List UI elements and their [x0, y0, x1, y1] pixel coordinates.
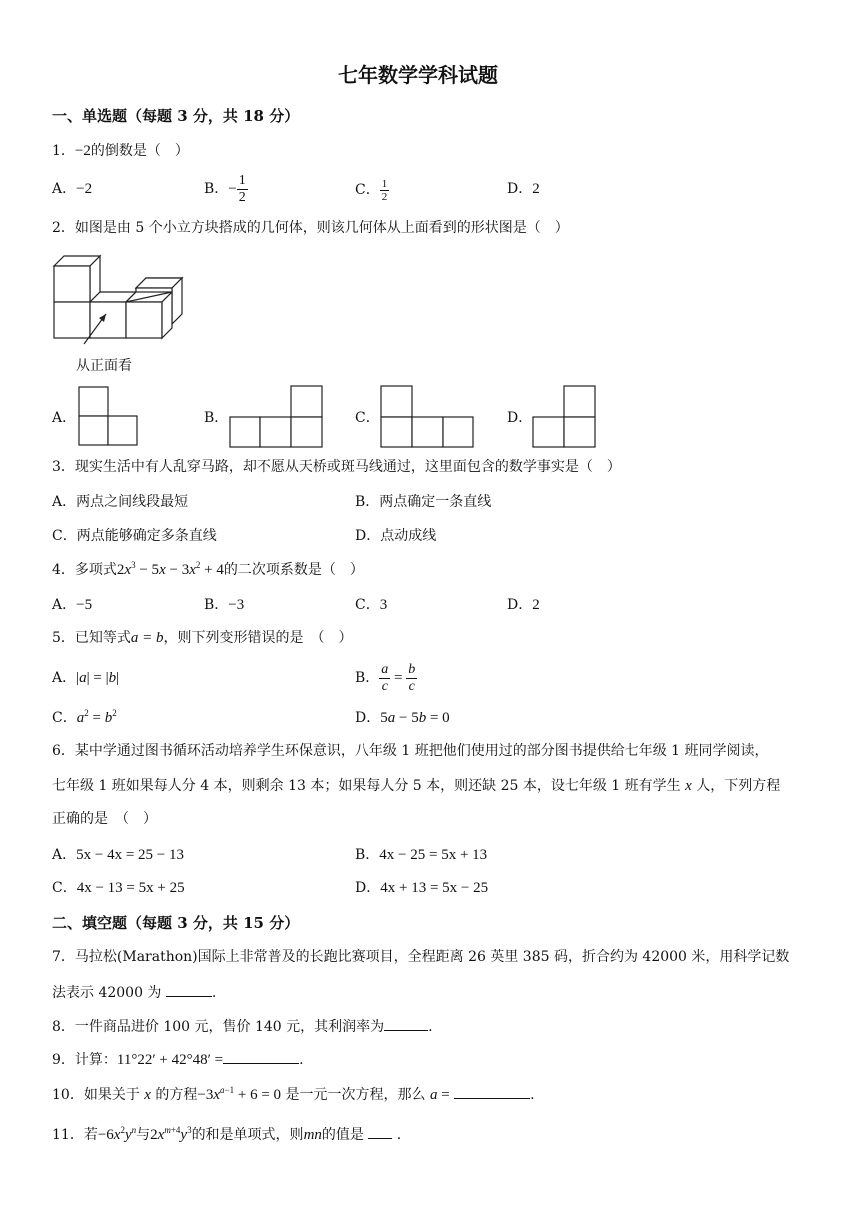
answer-blank[interactable]: [166, 982, 212, 997]
question-number: 1．: [52, 143, 75, 159]
section-heading-fill-blank: 二、填空题（每题 3 分，共 15 分）: [52, 914, 300, 932]
stem-text: 的倒数是（ ）: [90, 143, 189, 159]
option-label: B．: [355, 670, 380, 686]
question-mid: 的方程: [155, 1087, 198, 1103]
q2-option-d-label[interactable]: D．: [507, 410, 533, 426]
denominator: 2: [238, 189, 246, 205]
question-11: 11．若$-6x^2y^n$与$2x^{m+4}y^3$的和是单项式，则mn的值是 .: [52, 1125, 402, 1143]
option-value: 2: [532, 597, 540, 613]
stem-suffix: 的二次项系数是（ ）: [223, 562, 364, 578]
variable-x: x: [144, 1087, 151, 1103]
q2-option-a-label[interactable]: A．: [52, 410, 77, 426]
question-7-line-1: 7．马拉松(Marathon)国际上非常普及的长跑比赛项目，全程距离 26 英里 385 码，折合约为 42000 米，用科学记数: [52, 949, 790, 965]
q2-option-a-figure[interactable]: [78, 386, 140, 448]
question-suffix: 的和是单项式，则: [191, 1127, 304, 1143]
q2-option-c-figure[interactable]: [380, 385, 476, 449]
q4-option-a[interactable]: [52, 595, 92, 615]
option-expression: 5a − 5b = 0: [380, 710, 450, 726]
option-label: A．: [52, 597, 77, 613]
stem-value: −2: [74, 143, 91, 159]
answer-blank[interactable]: [384, 1016, 428, 1031]
question-9: 9．计算：11°22′ + 42°48′ = .: [52, 1049, 304, 1070]
monomial-2: $2x^{m+4}y^3$: [150, 1125, 192, 1143]
option-expression: |a| = |b|: [76, 670, 120, 686]
q5-option-a[interactable]: [52, 668, 119, 688]
q3-option-d[interactable]: D．点动成线: [355, 528, 437, 544]
q2-option-d-figure[interactable]: [532, 385, 598, 449]
fraction-a-over-c: $\frac{a}{c}$: [381, 661, 389, 694]
q2-option-b-label[interactable]: B．: [204, 410, 229, 426]
question-6-line-3: 正确的是 （ ）: [52, 811, 157, 827]
option-label: D．: [355, 710, 381, 726]
mn-expression: mn: [303, 1127, 322, 1143]
q3-option-c[interactable]: C．两点能够确定多条直线: [52, 528, 217, 544]
question-6-line-2: [52, 776, 780, 796]
monomial-1: $-6x^2y^n$: [97, 1125, 137, 1143]
cube-solid-figure: [50, 252, 190, 352]
q3-option-a[interactable]: A．两点之间线段最短: [52, 494, 189, 510]
answer-blank[interactable]: [223, 1049, 299, 1064]
page-title: 七年数学学科试题: [338, 63, 498, 87]
q4-option-c[interactable]: [355, 595, 387, 615]
option-equation: 4x + 13 = 5x − 25: [380, 880, 489, 896]
question-8: 8．一件商品进价 100 元，售价 140 元，其利润率为 .: [52, 1016, 433, 1037]
option-label: A．: [52, 847, 77, 863]
question-prefix: 11．若: [52, 1127, 98, 1143]
option-label: C．: [355, 182, 380, 198]
question-7-line-2: 法表示 42000 为 .: [52, 982, 216, 1003]
option-label: D．: [355, 880, 381, 896]
q2-option-b-figure[interactable]: [229, 385, 325, 449]
option-value: −3: [228, 597, 245, 613]
equation: a = b: [130, 630, 164, 646]
question-5-stem: [52, 628, 353, 648]
q1-option-d[interactable]: [507, 179, 540, 199]
option-label: C．: [52, 710, 77, 726]
q4-option-b[interactable]: [204, 595, 244, 615]
question-10: 10．如果关于 x 的方程$-3x^{a-1} + 6 = 0$ 是一元一次方程，那么 a = .: [52, 1085, 535, 1103]
option-value: −2: [76, 181, 93, 197]
q1-option-c[interactable]: [355, 175, 389, 205]
question-4-stem: [52, 560, 364, 580]
option-label: A．: [52, 181, 77, 197]
angle-expression: 11°22′ + 42°48′ =: [116, 1052, 224, 1068]
line-suffix: 人，下列方程: [696, 778, 781, 794]
option-expression: $a^2 = b^2$: [76, 708, 117, 726]
question-1-stem: [52, 141, 189, 161]
option-value: 2: [532, 181, 540, 197]
q6-option-c[interactable]: [52, 878, 185, 898]
view-direction-label: 从正面看: [76, 358, 132, 374]
option-value: 3: [379, 597, 388, 613]
question-end: 的值是: [321, 1127, 364, 1143]
stem-prefix: 5．已知等式: [52, 630, 131, 646]
q5-option-b[interactable]: B． $\frac{a}{c}$ = $\frac{b}{c}$: [355, 661, 416, 694]
q6-option-b[interactable]: [355, 845, 487, 865]
answer-blank[interactable]: [368, 1124, 392, 1139]
q5-option-d[interactable]: [355, 708, 450, 728]
q1-option-a[interactable]: [52, 179, 92, 199]
option-equation: 4x − 25 = 5x + 13: [379, 847, 488, 863]
line-prefix: 七年级 1 班如果每人分 4 本，则剩余 13 本；如果每人分 5 本，则还缺 25 本，设七年级 1 班有学生: [52, 778, 681, 794]
option-value: −5: [76, 597, 93, 613]
fraction-b-over-c: $\frac{b}{c}$: [408, 661, 416, 694]
question-6-line-1: 6．某中学通过图书循环活动培养学生环保意识，八年级 1 班把他们使用过的部分图书提供给七年级 1 班同学阅读，: [52, 743, 769, 759]
q3-option-b[interactable]: B．两点确定一条直线: [355, 494, 492, 510]
question-3-stem: 3．现实生活中有人乱穿马路，却不愿从天桥或斑马线通过，这里面包含的数学事实是（ ）: [52, 459, 621, 475]
option-label: C．: [355, 597, 380, 613]
question-prefix: 9．计算：: [52, 1052, 117, 1068]
variable-x: x: [685, 778, 692, 794]
q2-option-c-label[interactable]: C．: [355, 410, 380, 426]
variable-a: a: [429, 1087, 438, 1103]
equation-expression: $-3x^{a-1} + 6 = 0$: [197, 1085, 282, 1103]
fraction: [237, 173, 248, 206]
question-mid: 与: [136, 1127, 151, 1143]
q5-option-c[interactable]: [52, 708, 117, 728]
option-label: A．: [52, 670, 77, 686]
option-label: B．: [204, 597, 229, 613]
numerator: 1: [238, 172, 246, 188]
option-equation: 5x − 4x = 25 − 13: [76, 847, 185, 863]
fraction: [380, 178, 390, 203]
stem-suffix: ，则下列变形错误的是 （ ）: [163, 630, 353, 646]
fraction-sign: −: [228, 181, 237, 197]
option-label: B．: [204, 181, 229, 197]
stem-prefix: 4．多项式: [52, 562, 117, 578]
section-heading-single-choice: 一、单选题（每题 3 分，共 18 分）: [52, 107, 300, 125]
answer-blank[interactable]: [454, 1084, 530, 1099]
q6-option-d[interactable]: [355, 878, 488, 898]
denominator: 2: [381, 190, 388, 203]
numerator: 1: [381, 177, 388, 190]
q6-option-a[interactable]: [52, 845, 184, 865]
polynomial-expression: $2x^3 - 5x - 3x^2 + 4$: [116, 560, 224, 578]
q1-option-b[interactable]: [204, 171, 248, 207]
option-label: D．: [507, 181, 533, 197]
option-equation: 4x − 13 = 5x + 25: [76, 880, 185, 896]
option-label: C．: [52, 880, 77, 896]
q4-option-d[interactable]: [507, 595, 540, 615]
line-text: 法表示 42000 为: [52, 985, 162, 1001]
question-suffix: 是一元一次方程，那么: [285, 1087, 426, 1103]
question-text: 8．一件商品进价 100 元，售价 140 元，其利润率为: [52, 1019, 385, 1035]
option-label: D．: [507, 597, 533, 613]
option-label: B．: [355, 847, 380, 863]
question-2-stem: 2．如图是由 5 个小立方块搭成的几何体，则该几何体从上面看到的形状图是（ ）: [52, 220, 569, 236]
question-prefix: 10．如果关于: [52, 1087, 140, 1103]
